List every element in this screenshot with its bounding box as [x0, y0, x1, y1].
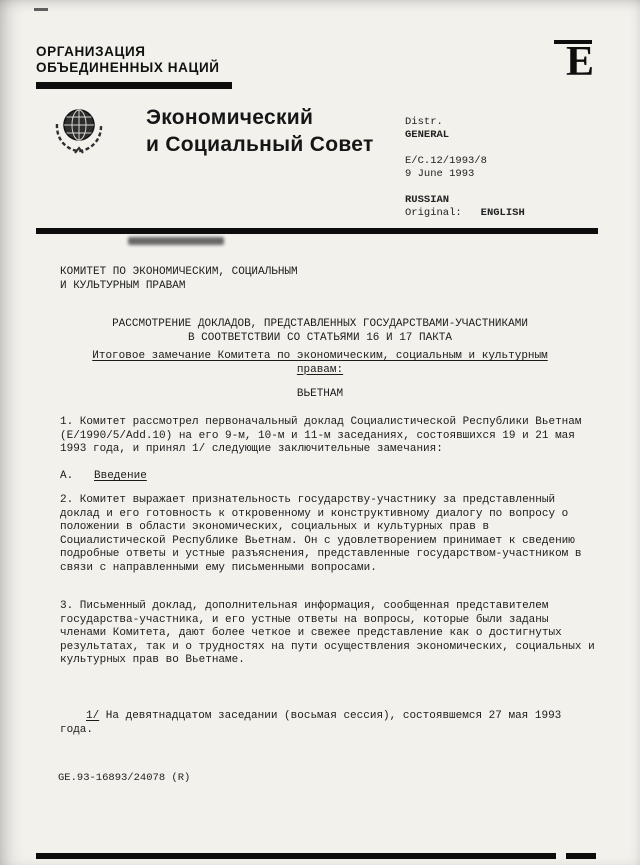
doc-meta-block	[405, 116, 525, 220]
council-title	[146, 104, 374, 158]
committee-line1: КОМИТЕТ ПО ЭКОНОМИЧЕСКИМ, СОЦИАЛЬНЫМ	[60, 266, 298, 278]
scan-artifact	[34, 8, 48, 11]
doc-original	[405, 207, 525, 220]
document-subtitle	[70, 350, 570, 377]
document-title	[0, 318, 640, 345]
original-label: Original:	[405, 207, 462, 219]
subtitle-text: Итоговое замечание Комитета по экономическим, социальным и культурным правам:	[92, 350, 548, 376]
section-a-label: A.	[60, 470, 74, 482]
paragraph-3: 3. Письменный доклад, дополнительная информация, сообщенная представителем государства-участника, и его устные ответы на вопросы, которые были заданы членами Комитета, дают более четкое и свежее представление как о достигнутых результатах, так и о трудностях на пути осуществления экономических, социальных и культурных прав во Вьетнаме.	[60, 600, 595, 666]
document-title-line2: В СООТВЕТСТВИИ СО СТАТЬЯМИ 16 И 17 ПАКТА	[187, 331, 453, 344]
council-title-line2: и Социальный Совет	[146, 133, 374, 156]
org-name-line1: ОРГАНИЗАЦИЯ	[36, 44, 146, 59]
scan-smudge	[128, 237, 224, 245]
footnote	[60, 710, 596, 737]
country-heading: ВЬЕТНАМ	[296, 388, 344, 400]
council-title-line1: Экономический	[146, 106, 314, 129]
bottom-rule	[36, 853, 556, 859]
bottom-rule-fragment	[566, 853, 596, 859]
paragraph-2: 2. Комитет выражает признательность государству-участнику за представленный доклад и его готовность к откровенному и конструктивному диалогу по вопросу о положении в области экономических, социальных и культурных прав в Социалистической Республике Вьетнам. Он с удовлетворением принимает к сведению подробные ответы и устные разъяснения, представленные государством-участником в связи с направленными ему письменными вопросами.	[60, 494, 582, 574]
org-name-line2: ОБЪЕДИНЕННЫХ НАЦИЙ	[36, 60, 220, 75]
paragraph-1: 1. Комитет рассмотрел первоначальный доклад Социалистической Республики Вьетнам (E/1990/5/Add.10) на его 9-м, 10-м и 11-м заседаниях, состоявшихся 19 и 21 мая 1993 года, и принял 1/ следующие заключительные замечания:	[60, 416, 582, 455]
doc-language: RUSSIAN	[405, 194, 450, 206]
header-rule	[36, 228, 598, 234]
document-title-line1: РАССМОТРЕНИЕ ДОКЛАДОВ, ПРЕДСТАВЛЕННЫХ ГОСУДАРСТВАМИ-УЧАСТНИКАМИ	[112, 318, 528, 330]
un-emblem-icon	[48, 98, 110, 160]
doc-symbol: E/C.12/1993/8	[405, 155, 487, 167]
section-a-heading	[60, 470, 147, 484]
doc-date: 9 June 1993	[405, 168, 475, 180]
committee-line2: И КУЛЬТУРНЫМ ПРАВАМ	[60, 279, 186, 292]
org-name	[36, 44, 220, 76]
org-underline-bar	[36, 82, 232, 89]
committee-heading	[60, 266, 298, 293]
section-a-title: Введение	[94, 470, 147, 482]
footnote-text: На девятнадцатом заседании (восьмая сессия), состоявшемся 27 мая 1993 года.	[60, 710, 562, 736]
distr-label: Distr.	[405, 116, 443, 128]
original-value: ENGLISH	[480, 207, 525, 219]
footer-code: GE.93-16893/24078 (R)	[58, 772, 191, 784]
distr-value: GENERAL	[405, 129, 450, 141]
doc-series-letter: E	[565, 39, 594, 85]
footnote-ref: 1/	[86, 710, 100, 722]
